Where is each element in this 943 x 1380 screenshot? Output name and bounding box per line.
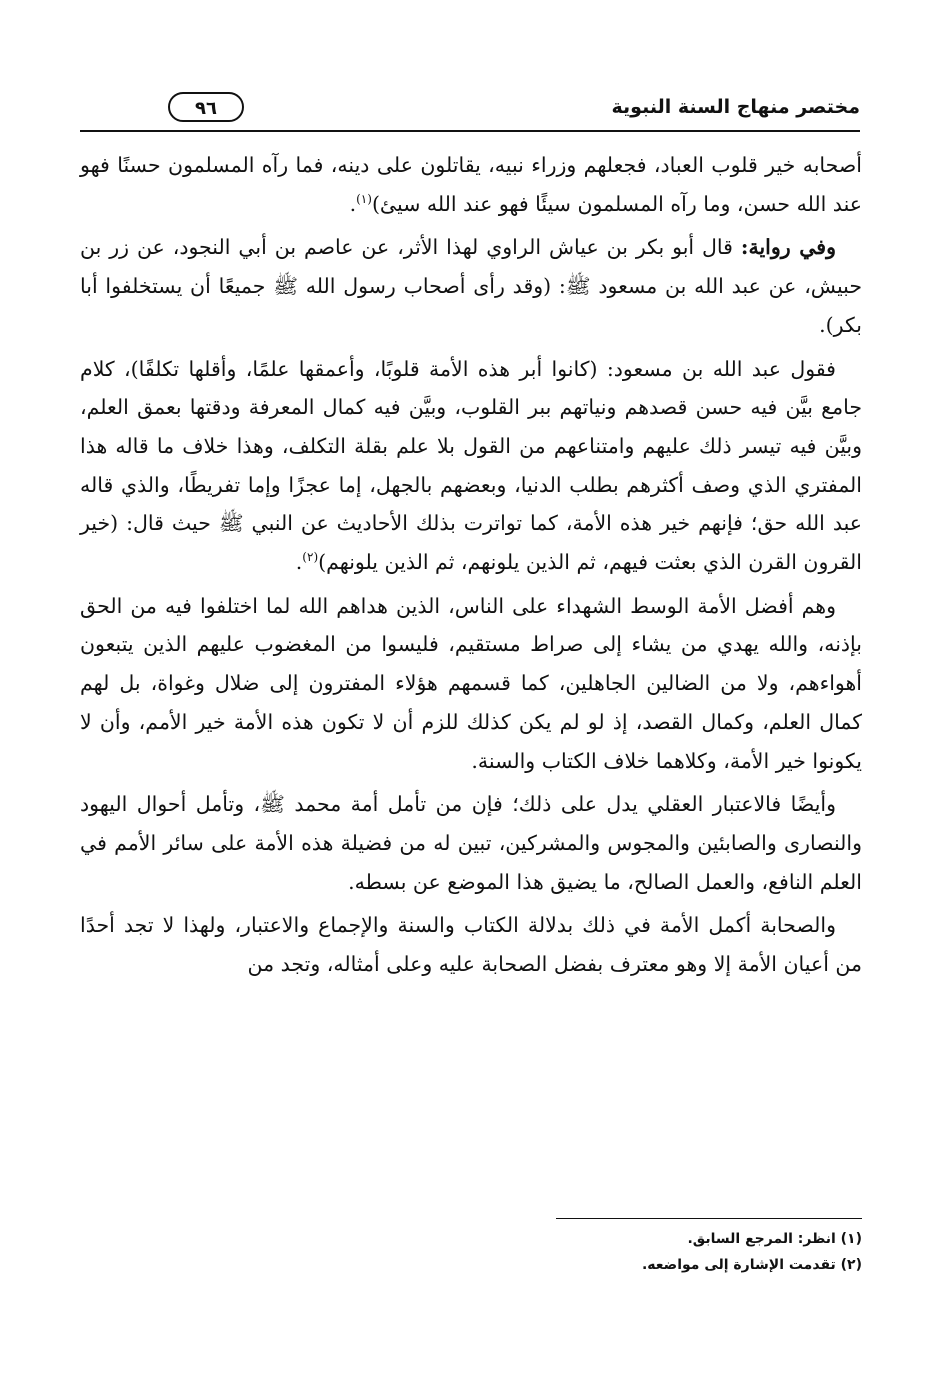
paragraph-3-end: . <box>295 550 303 575</box>
footnote-1: (١) انظر: المرجع السابق. <box>687 1231 862 1247</box>
main-text <box>80 146 862 984</box>
paragraph-3-text: فقول عبد الله بن مسعود: (كانوا أبر هذه الأمة قلوبًا، وأعمقها علمًا، وأقلها تكلفًا)، كلام جامع بيَّن فيه حسن قصدهم ونياتهم ببر القلوب، وبيَّن فيه كمال المعرفة ودقتها بعمق العلم، وبيَّن فيه تيسر ذلك عليهم وامتناعهم من القول بلا علم بقلة التكلف، وهذا خلاف ما قاله هذا المفتري الذي وصف أكثرهم بطلب الدنيا، وبعضهم بالجهل، إما عجزًا وإما تفريطًا، والذي قاله عبد الله حق؛ فإنهم خير هذه الأمة، كما تواترت بذلك الأحاديث عن النبي ﷺ حيث قال: (خير القرون القرن الذي بعثت فيهم، ثم الذين يلونهم، ثم الذين يلونهم) <box>80 356 862 575</box>
paragraph-1 <box>80 146 862 223</box>
footnote-divider <box>556 1218 862 1219</box>
paragraph-2 <box>80 228 862 344</box>
paragraph-3 <box>80 350 862 582</box>
footnotes <box>480 1226 862 1278</box>
book-title: مختصر منهاج السنة النبوية <box>611 96 860 118</box>
paragraph-1-end: . <box>349 191 357 216</box>
footnote-ref-2: (٢) <box>302 550 319 565</box>
paragraph-6: والصحابة أكمل الأمة في ذلك بدلالة الكتاب والسنة والإجماع والاعتبار، ولهذا لا تجد أحدًا من أعيان الأمة إلا وهو معترف بفضل الصحابة عليه وعلى أمثاله، وتجد من <box>80 913 862 977</box>
paragraph-4: وهم أفضل الأمة الوسط الشهداء على الناس، الذين هداهم الله لما اختلفوا فيه من الحق بإذنه، والله يهدي من يشاء إلى صراط مستقيم، فليسوا من المغضوب عليهم الذين يتبعون أهواءهم، ولا من الضالين الجاهلين، كما قسمهم هؤلاء المفترون إلى ضلال وغواة، بل لهم كمال العلم، وكمال القصد، إذ لو لم يكن كذلك للزم أن لا تكون هذه الأمة خير الأمم، وأن لا يكونوا خير الأمة، وكلاهما خلاف الكتاب والسنة. <box>80 593 862 773</box>
paragraph-2-lead: وفي رواية: <box>740 235 836 260</box>
footnote-2: (٢) تقدمت الإشارة إلى مواضعه. <box>641 1257 862 1273</box>
page-number-badge: ٩٦ <box>168 92 244 122</box>
paragraph-1-text: أصحابه خير قلوب العباد، فجعلهم وزراء نبيه، يقاتلون على دينه، فما رآه المسلمون حسنًا فهو عند الله حسن، وما رآه المسلمون سيئًا فهو عند الله سيئ) <box>80 153 862 216</box>
page-header <box>80 90 860 132</box>
footnote-ref-1: (١) <box>356 191 372 206</box>
paragraph-5: وأيضًا فالاعتبار العقلي يدل على ذلك؛ فإن من تأمل أمة محمد ﷺ، وتأمل أحوال اليهود والنصارى والصابئين والمجوس والمشركين، تبين له من فضيلة هذه الأمة على سائر الأمم في العلم النافع، والعمل الصالح، ما يضيق هذا الموضع عن بسطه. <box>80 792 862 894</box>
paragraph-2-text: قال أبو بكر بن عياش الراوي لهذا الأثر، عن عاصم بن أبي النجود، عن زر بن حبيش، عن عبد الله بن مسعود ﷺ: (وقد رأى أصحاب رسول الله ﷺ جميعًا أن يستخلفوا أبا بكر). <box>80 235 862 337</box>
